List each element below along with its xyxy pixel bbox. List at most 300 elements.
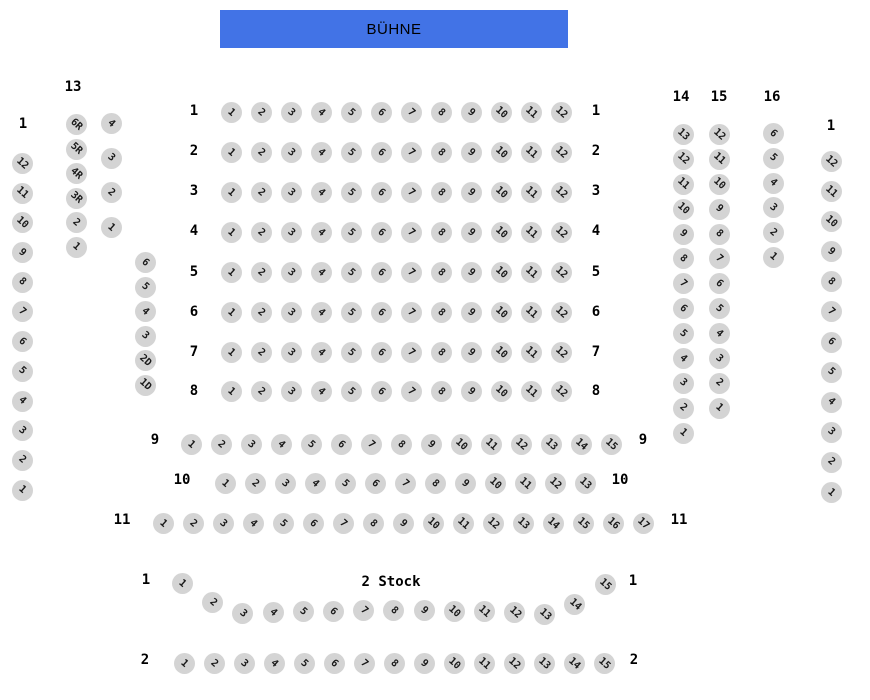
seat-4[interactable] (311, 302, 332, 323)
seat-1[interactable] (101, 217, 122, 238)
seat-9[interactable] (673, 224, 694, 245)
seat-11[interactable] (515, 473, 536, 494)
seat-6[interactable] (371, 381, 392, 402)
seat-6[interactable] (371, 302, 392, 323)
seat-1[interactable] (12, 480, 33, 501)
seat-9[interactable] (461, 262, 482, 283)
seat-number: 7 (405, 226, 418, 239)
seat-10[interactable] (491, 302, 512, 323)
seat-8[interactable] (431, 342, 452, 363)
seat-7[interactable] (401, 302, 422, 323)
seat-11[interactable] (474, 653, 495, 674)
seat-4[interactable] (311, 222, 332, 243)
seat-6[interactable] (324, 653, 345, 674)
seat-1[interactable] (221, 342, 242, 363)
seat-15[interactable] (595, 574, 616, 595)
seat-1[interactable] (709, 398, 730, 419)
seat-9[interactable] (461, 142, 482, 163)
seat-number: 2 (767, 226, 780, 239)
seat-number: 4 (267, 606, 280, 619)
seat-2[interactable] (709, 373, 730, 394)
seat-7[interactable] (401, 222, 422, 243)
seat-3[interactable] (101, 148, 122, 169)
seat-number: 4 (315, 346, 328, 359)
seat-9[interactable] (461, 381, 482, 402)
seat-6[interactable] (323, 601, 344, 622)
seat-9[interactable] (461, 222, 482, 243)
seat-number: 8 (395, 438, 408, 451)
seat-3[interactable] (234, 653, 255, 674)
seat-5[interactable] (341, 381, 362, 402)
seat-12[interactable] (551, 182, 572, 203)
seat-1[interactable] (66, 237, 87, 258)
seat-2D[interactable] (135, 350, 156, 371)
seat-10[interactable] (444, 653, 465, 674)
seat-5[interactable] (341, 222, 362, 243)
seat-13[interactable] (575, 473, 596, 494)
seat-7[interactable] (12, 301, 33, 322)
seat-3[interactable] (281, 182, 302, 203)
row-11-seats (153, 513, 654, 534)
seat-1[interactable] (181, 434, 202, 455)
seat-1[interactable] (153, 513, 174, 534)
seat-10[interactable] (12, 212, 33, 233)
seat-7[interactable] (821, 301, 842, 322)
seat-10[interactable] (491, 342, 512, 363)
seat-number: 2 (255, 306, 268, 319)
seat-12[interactable] (673, 149, 694, 170)
seat-11[interactable] (821, 181, 842, 202)
seat-13[interactable] (541, 434, 562, 455)
seat-number: 5 (277, 517, 290, 530)
seat-4[interactable] (311, 102, 332, 123)
seat-number: 3 (767, 201, 780, 214)
seat-number: 1 (157, 517, 170, 530)
seat-7[interactable] (401, 142, 422, 163)
seat-14[interactable] (543, 513, 564, 534)
seat-12[interactable] (12, 153, 33, 174)
seat-6[interactable] (371, 182, 392, 203)
seat-10[interactable] (491, 182, 512, 203)
seat-9[interactable] (461, 182, 482, 203)
seat-7[interactable] (354, 653, 375, 674)
seat-number: 4 (315, 385, 328, 398)
seat-8[interactable] (431, 302, 452, 323)
seat-2[interactable] (821, 452, 842, 473)
seat-9[interactable] (12, 242, 33, 263)
seat-number: 6 (375, 306, 388, 319)
seat-11[interactable] (12, 183, 33, 204)
seat-4[interactable] (135, 301, 156, 322)
seat-number: 17 (635, 515, 652, 532)
seat-9[interactable] (414, 600, 435, 621)
seat-8[interactable] (431, 262, 452, 283)
seat-number: 2 (255, 346, 268, 359)
seat-number: 5 (713, 302, 726, 315)
seat-2[interactable] (251, 222, 272, 243)
seat-number: 9 (418, 657, 431, 670)
seat-3[interactable] (281, 142, 302, 163)
seat-8[interactable] (12, 272, 33, 293)
seat-12[interactable] (483, 513, 504, 534)
seat-4[interactable] (311, 381, 332, 402)
seat-2[interactable] (251, 262, 272, 283)
seat-5[interactable] (341, 142, 362, 163)
seat-1D[interactable] (135, 375, 156, 396)
seat-1[interactable] (821, 482, 842, 503)
seat-12[interactable] (551, 342, 572, 363)
seat-13[interactable] (534, 604, 555, 625)
seat-14[interactable] (564, 653, 585, 674)
seat-12[interactable] (504, 653, 525, 674)
seat-7[interactable] (395, 473, 416, 494)
seat-11[interactable] (709, 149, 730, 170)
seat-number: 1 (185, 438, 198, 451)
stock2-row-1-seats (172, 573, 616, 623)
seat-3[interactable] (281, 222, 302, 243)
seat-11[interactable] (521, 342, 542, 363)
seat-3R[interactable] (66, 188, 87, 209)
seat-11[interactable] (453, 513, 474, 534)
seat-5[interactable] (763, 148, 784, 169)
seat-number: 12 (553, 383, 570, 400)
seat-number: 5 (677, 327, 690, 340)
seat-4[interactable] (101, 113, 122, 134)
seat-11[interactable] (521, 262, 542, 283)
seat-number: 6 (825, 335, 838, 348)
seat-4[interactable] (821, 392, 842, 413)
seat-3[interactable] (281, 262, 302, 283)
seat-10[interactable] (709, 174, 730, 195)
seat-5[interactable] (135, 277, 156, 298)
seat-5[interactable] (341, 102, 362, 123)
seat-5[interactable] (294, 653, 315, 674)
seat-1[interactable] (221, 262, 242, 283)
seat-number: 5 (345, 106, 358, 119)
seat-6[interactable] (12, 331, 33, 352)
seat-8[interactable] (431, 182, 452, 203)
seat-number: 13 (543, 436, 560, 453)
seat-11[interactable] (474, 601, 495, 622)
seat-1[interactable] (174, 653, 195, 674)
seat-2[interactable] (12, 450, 33, 471)
seat-10[interactable] (444, 601, 465, 622)
seat-4[interactable] (271, 434, 292, 455)
seat-5[interactable] (335, 473, 356, 494)
seat-3[interactable] (709, 348, 730, 369)
seat-7[interactable] (401, 102, 422, 123)
seat-17[interactable] (633, 513, 654, 534)
seat-9[interactable] (455, 473, 476, 494)
seat-4[interactable] (673, 348, 694, 369)
seat-6[interactable] (135, 252, 156, 273)
seat-12[interactable] (504, 602, 525, 623)
seat-12[interactable] (511, 434, 532, 455)
seat-6[interactable] (371, 222, 392, 243)
seat-9[interactable] (821, 241, 842, 262)
seat-5[interactable] (293, 601, 314, 622)
seat-7[interactable] (353, 600, 374, 621)
seat-9[interactable] (414, 653, 435, 674)
seat-number: 9 (677, 227, 690, 240)
seat-2[interactable] (673, 398, 694, 419)
seat-2[interactable] (204, 653, 225, 674)
seat-8[interactable] (431, 222, 452, 243)
seat-2[interactable] (202, 592, 223, 613)
seat-number: 4 (139, 305, 152, 318)
seat-7[interactable] (673, 273, 694, 294)
seat-1[interactable] (221, 302, 242, 323)
seat-12[interactable] (545, 473, 566, 494)
seat-number: 10 (493, 304, 510, 321)
seat-4[interactable] (305, 473, 326, 494)
seat-1[interactable] (221, 381, 242, 402)
seat-2[interactable] (763, 222, 784, 243)
seat-6[interactable] (371, 102, 392, 123)
seat-14[interactable] (571, 434, 592, 455)
seat-number: 6 (375, 266, 388, 279)
seat-12[interactable] (551, 302, 572, 323)
seat-8[interactable] (673, 248, 694, 269)
seat-7[interactable] (401, 381, 422, 402)
seat-1[interactable] (763, 247, 784, 268)
seat-1[interactable] (221, 102, 242, 123)
seat-10[interactable] (821, 211, 842, 232)
seat-number: 9 (465, 186, 478, 199)
seat-number: 3 (285, 306, 298, 319)
seat-number: 11 (675, 175, 692, 193)
seat-10[interactable] (491, 142, 512, 163)
seat-5[interactable] (341, 182, 362, 203)
seat-number: 2 (825, 455, 838, 469)
seat-4[interactable] (709, 323, 730, 344)
seat-7[interactable] (333, 513, 354, 534)
seat-5[interactable] (273, 513, 294, 534)
seat-3[interactable] (821, 422, 842, 443)
seat-number: 5 (339, 477, 352, 490)
seat-8[interactable] (431, 102, 452, 123)
seat-number: 15 (597, 576, 614, 593)
seat-15[interactable] (601, 434, 622, 455)
seat-10[interactable] (491, 102, 512, 123)
seat-3[interactable] (281, 342, 302, 363)
seat-6[interactable] (709, 273, 730, 294)
seat-11[interactable] (521, 142, 542, 163)
seat-5[interactable] (821, 362, 842, 383)
seat-2[interactable] (183, 513, 204, 534)
seat-5[interactable] (709, 298, 730, 319)
seat-number: 12 (506, 655, 523, 672)
seat-8[interactable] (425, 473, 446, 494)
seat-number: 8 (435, 146, 448, 159)
seat-4[interactable] (311, 182, 332, 203)
seat-5[interactable] (12, 361, 33, 382)
seat-3[interactable] (275, 473, 296, 494)
seat-3[interactable] (281, 102, 302, 123)
seat-4[interactable] (311, 342, 332, 363)
seat-7[interactable] (401, 342, 422, 363)
seat-2[interactable] (251, 302, 272, 323)
seat-8[interactable] (431, 381, 452, 402)
seat-11[interactable] (521, 381, 542, 402)
seat-9[interactable] (461, 102, 482, 123)
seat-number: 10 (711, 175, 728, 193)
seat-8[interactable] (363, 513, 384, 534)
seat-3[interactable] (241, 434, 262, 455)
seat-14[interactable] (564, 594, 585, 615)
seat-11[interactable] (521, 102, 542, 123)
seat-3[interactable] (281, 381, 302, 402)
seat-13[interactable] (673, 124, 694, 145)
seat-5[interactable] (341, 342, 362, 363)
seat-2[interactable] (211, 434, 232, 455)
seat-10[interactable] (491, 381, 512, 402)
seat-8[interactable] (391, 434, 412, 455)
seat-9[interactable] (393, 513, 414, 534)
seat-1[interactable] (221, 222, 242, 243)
seat-15[interactable] (594, 653, 615, 674)
seat-10[interactable] (491, 222, 512, 243)
seat-12[interactable] (551, 222, 572, 243)
seat-number: 6 (335, 438, 348, 451)
seat-11[interactable] (673, 174, 694, 195)
seat-1[interactable] (215, 473, 236, 494)
seat-10[interactable] (485, 473, 506, 494)
seat-8[interactable] (821, 271, 842, 292)
seat-12[interactable] (551, 381, 572, 402)
seat-7[interactable] (709, 248, 730, 269)
seat-6[interactable] (763, 123, 784, 144)
seat-number: 8 (435, 226, 448, 239)
seat-number: 5 (298, 657, 311, 670)
seat-2[interactable] (101, 182, 122, 203)
row-8-label-right: 8 (591, 383, 601, 399)
seat-12[interactable] (709, 124, 730, 145)
seat-13[interactable] (534, 653, 555, 674)
seat-2[interactable] (251, 381, 272, 402)
seat-number: 1 (225, 146, 238, 159)
seat-3[interactable] (135, 326, 156, 347)
seat-2[interactable] (251, 342, 272, 363)
seat-6[interactable] (365, 473, 386, 494)
seat-7[interactable] (361, 434, 382, 455)
seat-2[interactable] (251, 182, 272, 203)
seat-6[interactable] (673, 298, 694, 319)
seat-7[interactable] (401, 262, 422, 283)
seat-4[interactable] (763, 173, 784, 194)
seat-2[interactable] (245, 473, 266, 494)
seat-6[interactable] (821, 332, 842, 353)
seat-2[interactable] (251, 102, 272, 123)
seat-4[interactable] (243, 513, 264, 534)
seat-number: 9 (465, 106, 478, 119)
seat-4[interactable] (311, 262, 332, 283)
seat-9[interactable] (421, 434, 442, 455)
seat-16[interactable] (603, 513, 624, 534)
seat-11[interactable] (521, 302, 542, 323)
seat-number: 4 (16, 394, 29, 407)
seat-10[interactable] (673, 199, 694, 220)
seat-3[interactable] (12, 420, 33, 441)
seat-number: 14 (573, 436, 590, 453)
seat-6[interactable] (371, 342, 392, 363)
seat-12[interactable] (821, 151, 842, 172)
seat-number: 3 (237, 607, 250, 620)
seat-1[interactable] (221, 142, 242, 163)
seat-5R[interactable] (66, 139, 87, 160)
seat-10[interactable] (451, 434, 472, 455)
seat-11[interactable] (521, 222, 542, 243)
seat-3[interactable] (213, 513, 234, 534)
seat-5[interactable] (341, 262, 362, 283)
seat-12[interactable] (551, 102, 572, 123)
seat-15[interactable] (573, 513, 594, 534)
seat-11[interactable] (521, 182, 542, 203)
seat-6R[interactable] (66, 114, 87, 135)
seat-number: 11 (523, 383, 540, 400)
seat-13[interactable] (513, 513, 534, 534)
seat-3[interactable] (281, 302, 302, 323)
seat-number: 12 (553, 144, 570, 161)
seat-9[interactable] (709, 199, 730, 220)
seat-6[interactable] (371, 142, 392, 163)
seat-4[interactable] (264, 653, 285, 674)
seat-12[interactable] (551, 262, 572, 283)
seat-number: 7 (405, 306, 418, 319)
seat-number: 11 (476, 603, 493, 620)
seat-11[interactable] (481, 434, 502, 455)
seat-8[interactable] (431, 142, 452, 163)
seat-4[interactable] (311, 142, 332, 163)
seat-2[interactable] (66, 212, 87, 233)
row-1-label-left: 1 (189, 103, 199, 119)
row-3-label-left: 3 (189, 183, 199, 199)
seat-4[interactable] (12, 391, 33, 412)
seat-5[interactable] (301, 434, 322, 455)
seat-10[interactable] (423, 513, 444, 534)
seat-8[interactable] (384, 653, 405, 674)
seat-6[interactable] (371, 262, 392, 283)
seat-12[interactable] (551, 142, 572, 163)
seat-number: 10 (446, 655, 463, 672)
seat-3[interactable] (673, 373, 694, 394)
seat-8[interactable] (709, 224, 730, 245)
row-9-seats (181, 434, 622, 455)
seat-8[interactable] (383, 600, 404, 621)
seat-2[interactable] (251, 142, 272, 163)
seat-1[interactable] (673, 423, 694, 444)
seat-6[interactable] (303, 513, 324, 534)
column-15-seats (709, 124, 730, 419)
seat-3[interactable] (763, 197, 784, 218)
seat-5[interactable] (341, 302, 362, 323)
seat-4R[interactable] (66, 163, 87, 184)
row-7-label-left: 7 (189, 344, 199, 360)
seat-5[interactable] (673, 323, 694, 344)
seat-3[interactable] (232, 603, 253, 624)
seat-10[interactable] (491, 262, 512, 283)
seat-6[interactable] (331, 434, 352, 455)
seat-4[interactable] (263, 602, 284, 623)
seat-1[interactable] (172, 573, 193, 594)
seat-9[interactable] (461, 302, 482, 323)
seat-9[interactable] (461, 342, 482, 363)
seat-number: 11 (523, 344, 540, 361)
seat-1[interactable] (221, 182, 242, 203)
seat-7[interactable] (401, 182, 422, 203)
seat-number: 12 (547, 475, 564, 492)
seat-number: 5 (16, 364, 29, 378)
